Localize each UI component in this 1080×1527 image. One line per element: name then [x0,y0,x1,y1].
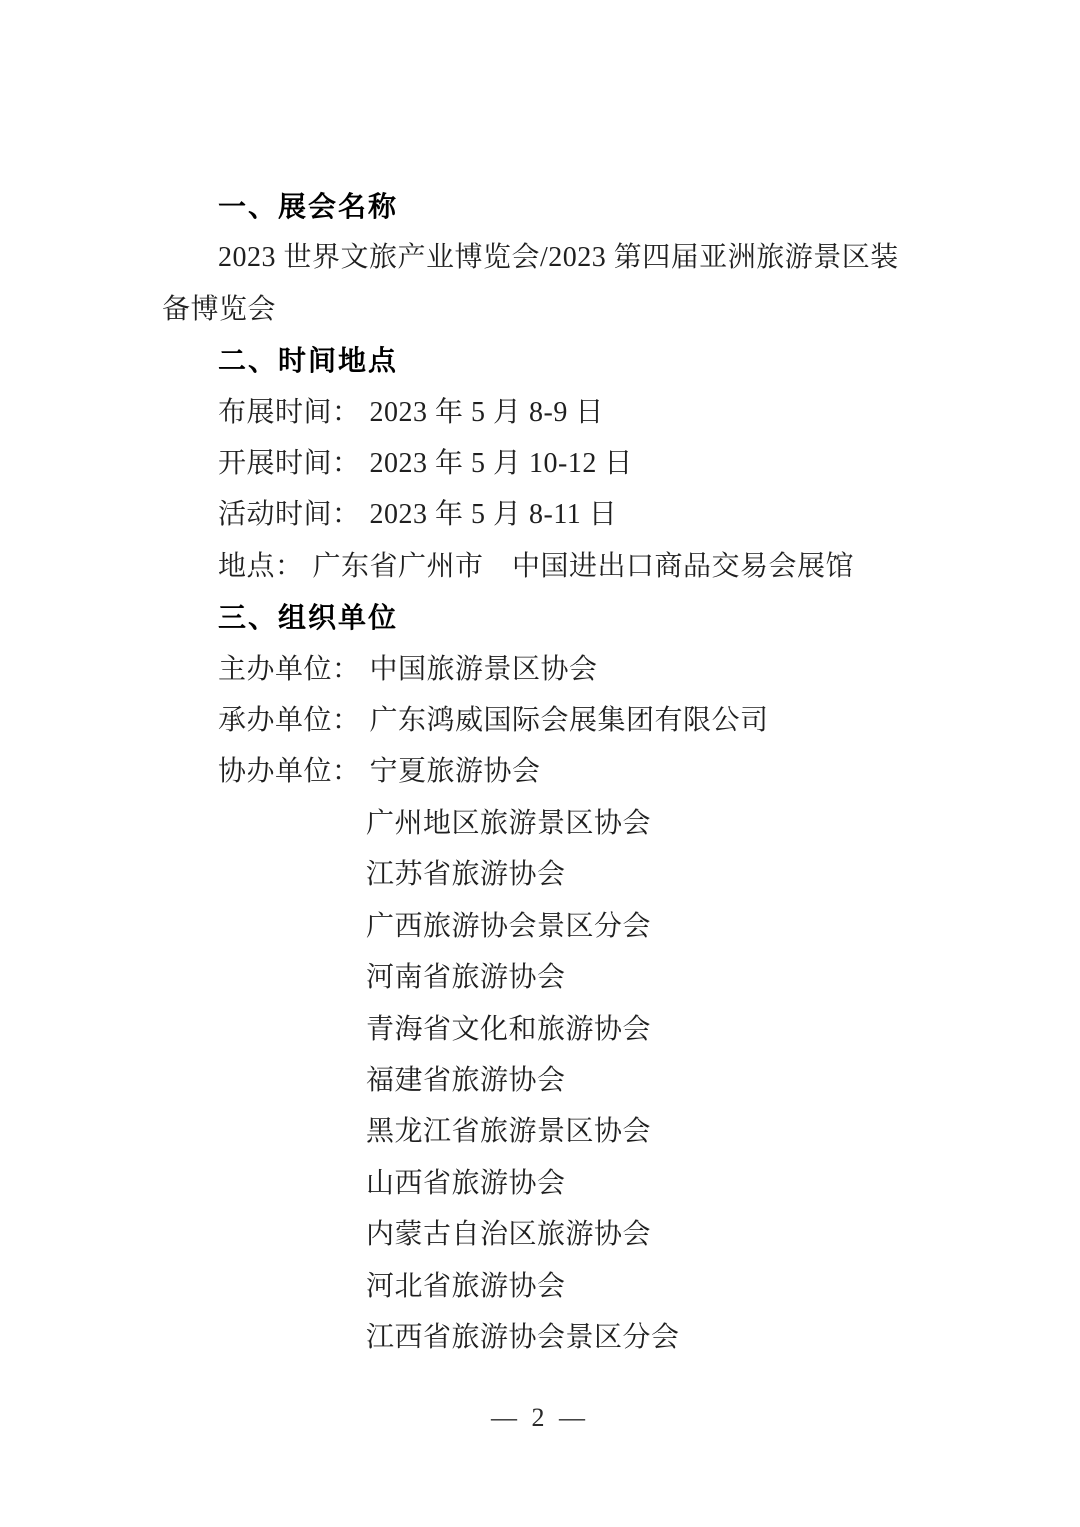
opening-time-line [162,438,934,489]
document-body [162,181,934,1363]
co-organizer-item: 山西省旅游协会 [366,1167,566,1199]
section-1-heading: 一、展会名称 [218,191,399,222]
co-organizer-item: 河北省旅游协会 [366,1270,566,1302]
undertaking-organizer-value: 广东鸿威国际会展集团有限公司 [369,705,769,737]
exhibition-name-line-1: 2023 世界文旅产业博览会/2023 第四届亚洲旅游景区装 [218,242,899,274]
setup-time-value: 2023 年 5 月 8-9 日 [369,396,604,428]
setup-time-label: 布展时间： [218,396,361,428]
location-label: 地点： [218,550,304,582]
undertaking-organizer-label: 承办单位： [218,705,361,737]
co-organizer-item: 内蒙古自治区旅游协会 [366,1219,652,1251]
co-organizer-item: 青海省文化和旅游协会 [366,1013,652,1045]
setup-time-line [162,387,934,438]
co-organizer-item: 江西省旅游协会景区分会 [366,1321,680,1353]
section-3-heading: 三、组织单位 [218,602,399,634]
exhibition-name-line-2: 备博览会 [162,293,277,325]
page-number: — 2 — [491,1403,589,1432]
co-organizer-item: 河南省旅游协会 [366,962,566,994]
activity-time-value: 2023 年 5 月 8-11 日 [369,499,618,531]
co-organizer-first-value: 宁夏旅游协会 [369,756,541,788]
co-organizer-item: 福建省旅游协会 [366,1064,566,1096]
co-organizer-item: 江苏省旅游协会 [366,859,566,891]
host-organizer-value: 中国旅游景区协会 [369,653,598,685]
co-organizer-line [162,746,934,797]
co-organizer-label: 协办单位： [218,756,361,788]
activity-time-label: 活动时间： [218,499,361,531]
opening-time-label: 开展时间： [218,448,361,480]
activity-time-line [162,489,934,540]
host-organizer-label: 主办单位： [218,653,361,685]
opening-time-value: 2023 年 5 月 10-12 日 [369,448,633,480]
location-value: 广东省广州市 中国进出口商品交易会展馆 [312,550,855,582]
co-organizer-item: 黑龙江省旅游景区协会 [366,1116,652,1148]
co-organizer-item: 广西旅游协会景区分会 [366,910,652,942]
undertaking-organizer-line [162,695,934,746]
host-organizer-line [162,644,934,695]
co-organizer-item: 广州地区旅游景区协会 [366,807,652,839]
section-2-heading: 二、时间地点 [218,345,399,377]
location-line [162,541,934,592]
